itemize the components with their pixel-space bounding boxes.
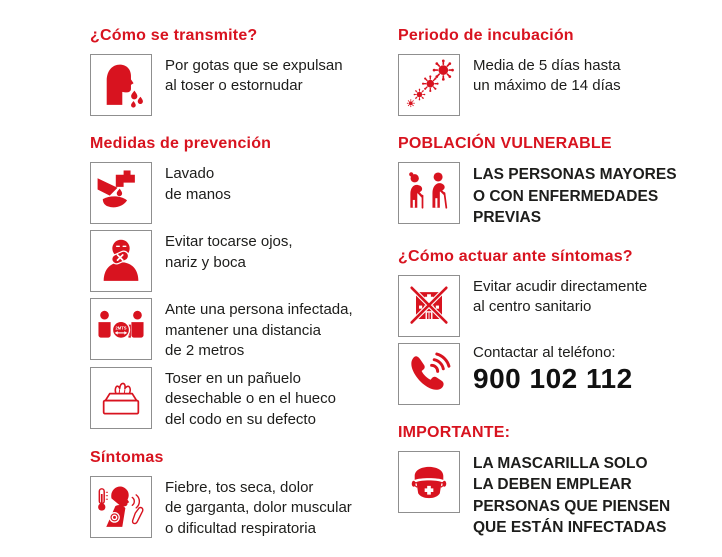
hand-washing-icon [90,162,152,224]
tissue-row [90,367,392,430]
phone-row [398,343,716,405]
section-vulnerable [398,134,716,228]
phone-label: Contactar al teléfono: [473,344,633,361]
section-act-on-symptoms [398,247,716,405]
section-transmission [90,26,392,116]
vulnerable-heading: POBLACIÓN VULNERABLE [398,134,716,153]
avoid-touching-face-icon [90,230,152,292]
prevention-heading: Medidas de prevención [90,134,392,153]
transmission-heading: ¿Cómo se transmite? [90,26,392,45]
distance-badge: 2MTS [115,326,126,331]
elderly-couple-icon [398,162,460,224]
symptoms-heading: Síntomas [90,448,392,467]
vulnerable-row [398,162,716,228]
section-symptoms [90,448,392,539]
keep-distance-icon [90,298,152,360]
avoid-touching-face-text: Evitar tocarse ojos, nariz y boca [165,232,293,273]
transmission-text: Por gotas que se expulsan al toser o estornudar [165,56,343,97]
mask-row [398,451,716,539]
phone-number: 900 102 112 [473,364,633,395]
phone-call-icon [398,343,460,405]
coughing-person-icon [90,54,152,116]
hospital-crossed-icon [398,275,460,337]
phone-block [473,343,633,395]
vulnerable-text: LAS PERSONAS MAYORES O CON ENFERMEDADES PREVIAS [473,164,677,228]
keep-distance-row [90,298,392,361]
fever-cough-icon [90,476,152,538]
important-text: LA MASCARILLA SOLO LA DEBEN EMPLEAR PERSONAS QUE PIENSEN QUE ESTÁN INFECTADAS [473,453,670,539]
avoid-hospital-text: Evitar acudir directamente al centro sanitario [473,277,647,318]
avoid-hospital-row [398,275,716,337]
keep-distance-text: Ante una persona infectada, mantener una distancia de 2 metros [165,300,353,361]
left-column [90,26,392,557]
important-heading: IMPORTANTE: [398,423,716,442]
hand-washing-row [90,162,392,224]
act-heading: ¿Cómo actuar ante síntomas? [398,247,716,266]
right-column [398,26,716,556]
section-important [398,423,716,539]
section-incubation [398,26,716,116]
incubation-row [398,54,716,116]
symptoms-row [90,476,392,539]
avoid-touching-face-row [90,230,392,292]
symptoms-text: Fiebre, tos seca, dolor de garganta, dolor muscular o dificultad respiratoria [165,478,352,539]
section-prevention [90,134,392,430]
hand-washing-text: Lavado de manos [165,164,231,205]
virus-growth-icon [398,54,460,116]
tissue-text: Toser en un pañuelo desechable o en el hueco del codo en su defecto [165,369,336,430]
incubation-text: Media de 5 días hasta un máximo de 14 días [473,56,621,97]
mask-face-icon [398,451,460,513]
transmission-row [90,54,392,116]
incubation-heading: Periodo de incubación [398,26,716,45]
tissue-box-icon [90,367,152,429]
